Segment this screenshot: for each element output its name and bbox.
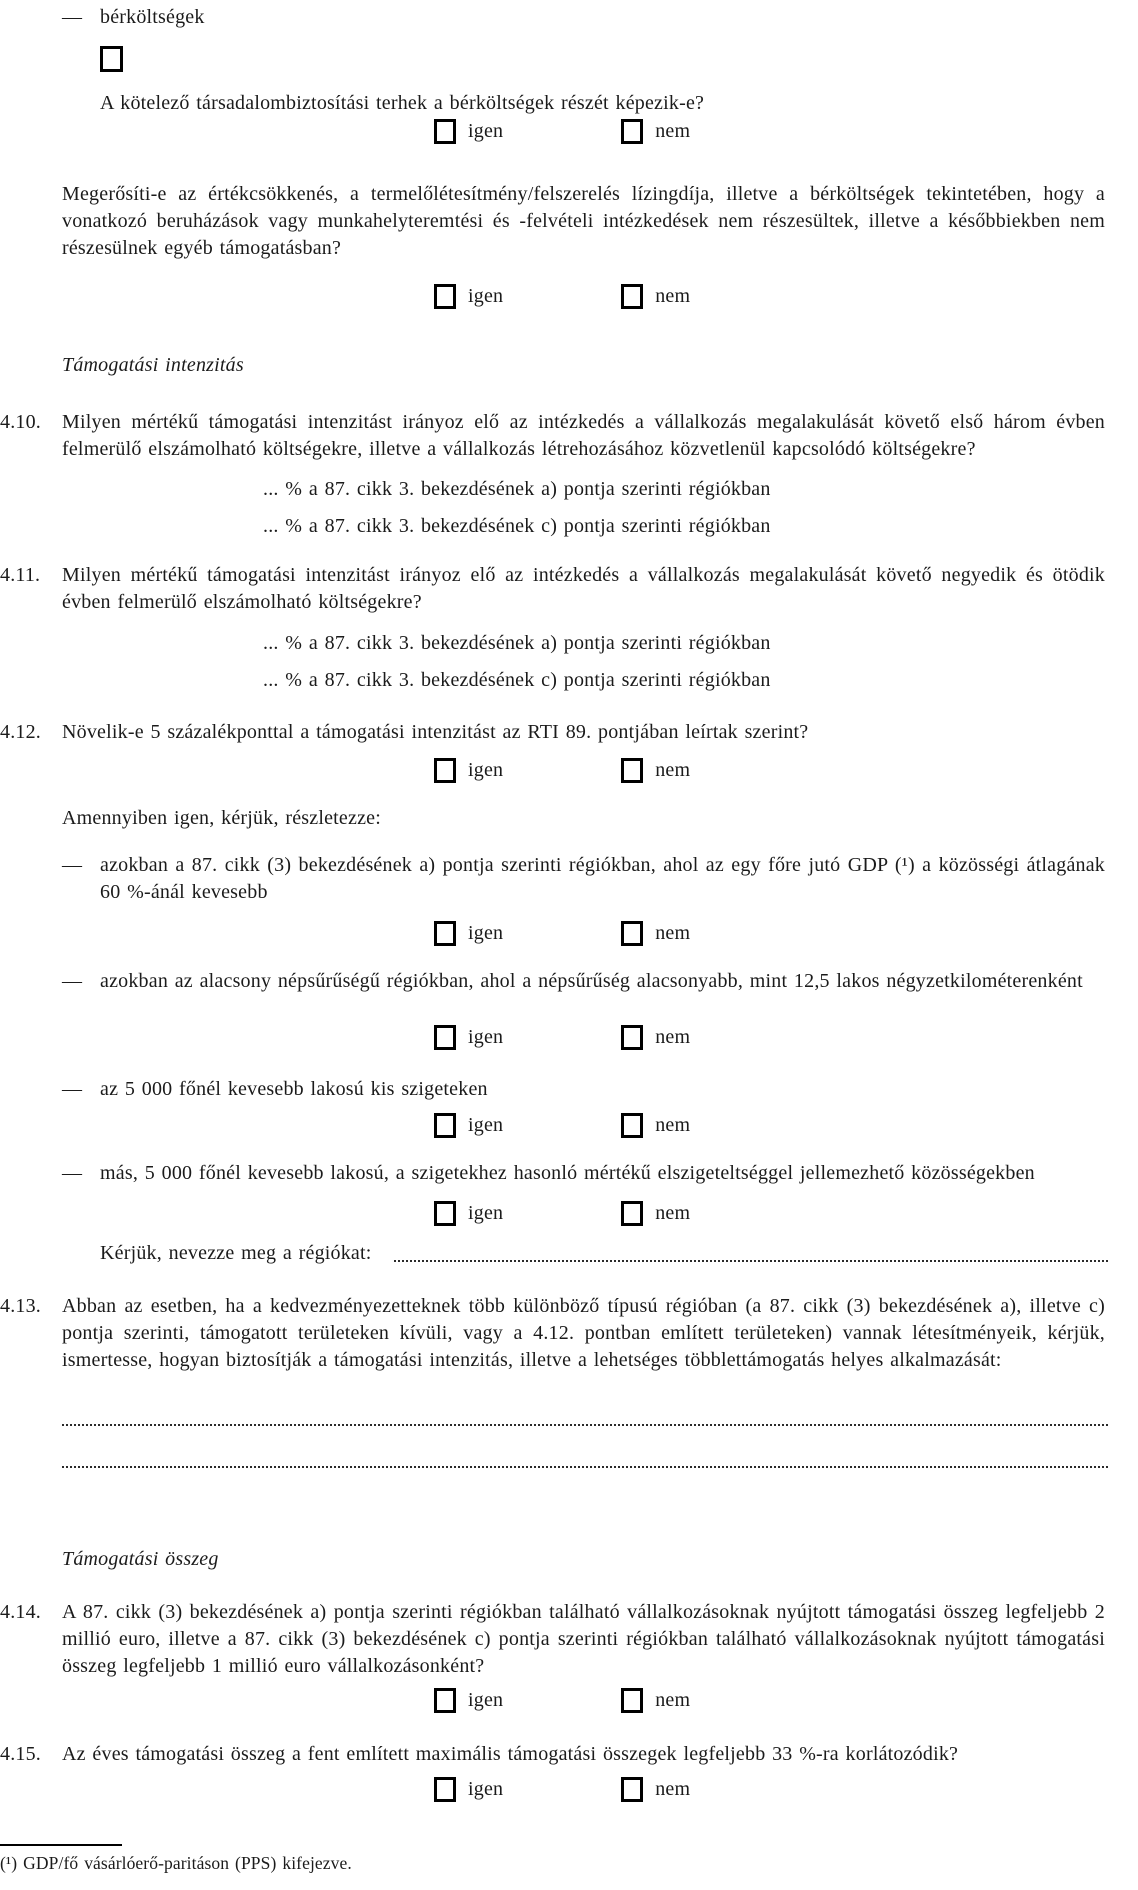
nem-label: nem — [655, 758, 691, 781]
nem-label: nem — [655, 1025, 691, 1048]
igen-checkbox[interactable] — [434, 921, 456, 946]
option-text: azokban az alacsony népsűrűségű régiókban, ahol a népsűrűség alacsonyabb, mint 12,5 lakos négyzetkilométerenként — [100, 970, 1083, 992]
igen-checkbox[interactable] — [434, 758, 456, 783]
name-regions-label: Kérjük, nevezze meg a régiókat: — [100, 1242, 372, 1264]
question-4-13 — [0, 1293, 1105, 1374]
nem-checkbox[interactable] — [621, 284, 643, 309]
option-gdp-region — [62, 852, 1105, 906]
igen-checkbox[interactable] — [434, 1777, 456, 1802]
nem-label: nem — [655, 921, 691, 944]
nem-checkbox[interactable] — [621, 1777, 643, 1802]
yes-no-row-7 — [434, 1200, 690, 1226]
question-number: 4.15. — [0, 1743, 41, 1765]
blank-intensity-region-a[interactable]: ... % a 87. cikk 3. bekezdésének a) pontja szerinti régiókban — [263, 478, 771, 500]
answer-line-2[interactable] — [62, 1466, 1108, 1468]
question-text: Az éves támogatási összeg a fent említett maximális támogatási összegek legfeljebb 33 %-ra korlátozódik? — [62, 1743, 959, 1765]
igen-label: igen — [468, 284, 504, 307]
yes-no-row-8 — [434, 1687, 690, 1713]
dash-glyph: — — [62, 854, 83, 876]
yes-no-row-3 — [434, 757, 690, 783]
section-heading-amount: Támogatási összeg — [62, 1548, 219, 1570]
igen-checkbox[interactable] — [434, 1201, 456, 1226]
dash-glyph: — — [62, 1162, 83, 1184]
question-text: A 87. cikk (3) bekezdésének a) pontja szerinti régiókban található vállalkozásoknak nyújtott támogatási összeg legfeljebb 2 millió euro, illetve a 87. cikk (3) bekezdésének c) pontja szerinti régiókban található vállalkozásoknak nyújtott támogatási összeg legfeljebb 1 millió euro vállalkozásonként? — [62, 1601, 1105, 1677]
yes-no-row-4 — [434, 920, 690, 946]
blank-intensity-region-c[interactable]: ... % a 87. cikk 3. bekezdésének c) pontja szerinti régiókban — [263, 515, 771, 537]
igen-checkbox[interactable] — [434, 1113, 456, 1138]
igen-label: igen — [468, 921, 504, 944]
question-number: 4.11. — [0, 564, 41, 586]
section-heading-intensity: Támogatási intenzitás — [62, 354, 244, 376]
dash-glyph: — — [62, 6, 83, 28]
option-text: más, 5 000 főnél kevesebb lakosú, a szigetekhez hasonló mértékű elszigeteltséggel jellemezhető közösségekben — [100, 1162, 1035, 1184]
igen-checkbox[interactable] — [434, 284, 456, 309]
yes-no-row-2 — [434, 283, 690, 309]
option-low-density-region — [62, 968, 1105, 995]
nem-label: nem — [655, 1113, 691, 1136]
question-number: 4.14. — [0, 1601, 41, 1623]
igen-label: igen — [468, 1113, 504, 1136]
nem-label: nem — [655, 284, 691, 307]
question-number: 4.13. — [0, 1295, 41, 1317]
name-regions-row — [100, 1240, 1108, 1267]
igen-label: igen — [468, 1688, 504, 1711]
nem-checkbox[interactable] — [621, 921, 643, 946]
dash-glyph: — — [62, 970, 83, 992]
igen-checkbox[interactable] — [434, 1688, 456, 1713]
nem-label: nem — [655, 1688, 691, 1711]
name-regions-answer-line[interactable] — [394, 1240, 1108, 1262]
wage-costs-checkbox[interactable] — [100, 46, 123, 72]
question-4-15 — [0, 1741, 1105, 1768]
nem-checkbox[interactable] — [621, 119, 643, 144]
answer-line-1[interactable] — [62, 1424, 1108, 1426]
nem-label: nem — [655, 119, 691, 142]
question-4-12 — [0, 719, 1105, 746]
yes-no-row-5 — [434, 1024, 690, 1050]
question-4-14 — [0, 1599, 1105, 1680]
question-text: Abban az esetben, ha a kedvezményezetteknek több különböző típusú régióban (a 87. cikk (3) bekezdésének a), illetve c) pontja szerinti, támogatott területeken kívüli, vagy a 4.12. pontban említett területeken) vannak létesítményeik, kérjük, ismertesse, hogyan biztosítják a támogatási intenzitás, illetve a lehetséges többlettámogatás helyes alkalmazását: — [62, 1295, 1105, 1371]
list-item-label: bérköltségek — [100, 6, 205, 28]
option-text: az 5 000 főnél kevesebb lakosú kis szigeteken — [100, 1078, 488, 1100]
question-4-11 — [0, 562, 1105, 616]
dash-glyph: — — [62, 1078, 83, 1100]
blank-intensity-region-c[interactable]: ... % a 87. cikk 3. bekezdésének c) pontja szerinti régiókban — [263, 669, 771, 691]
footnote-divider — [0, 1844, 122, 1846]
list-item-wage-costs — [62, 4, 1105, 31]
nem-checkbox[interactable] — [621, 1688, 643, 1713]
question-4-10 — [0, 409, 1105, 463]
nem-checkbox[interactable] — [621, 1201, 643, 1226]
nem-checkbox[interactable] — [621, 1113, 643, 1138]
question-social-security: A kötelező társadalombiztosítási terhek a bérköltségek részét képezik-e? — [100, 92, 705, 114]
igen-checkbox[interactable] — [434, 1025, 456, 1050]
nem-checkbox[interactable] — [621, 758, 643, 783]
question-text: Növelik-e 5 százalékponttal a támogatási intenzitást az RTI 89. pontjában leírtak szerint? — [62, 721, 809, 743]
igen-label: igen — [468, 1777, 504, 1800]
nem-checkbox[interactable] — [621, 1025, 643, 1050]
option-small-islands — [62, 1076, 1105, 1103]
yes-no-row-6 — [434, 1112, 690, 1138]
question-number: 4.10. — [0, 411, 41, 433]
igen-label: igen — [468, 1025, 504, 1048]
nem-label: nem — [655, 1777, 691, 1800]
question-no-other-aid: Megerősíti-e az értékcsökkenés, a termelőlétesítmény/felszerelés lízingdíja, illetve a bérköltségek tekintetében, hogy a vonatkozó beruházások vagy munkahelyteremtési és -felvételi intézkedések nem részesültek, illetve a későbbiekben nem részesülnek egyéb támogatásban? — [62, 183, 1105, 259]
igen-label: igen — [468, 119, 504, 142]
igen-checkbox[interactable] — [434, 119, 456, 144]
option-isolated-communities — [62, 1160, 1105, 1187]
igen-label: igen — [468, 758, 504, 781]
question-text: Milyen mértékű támogatási intenzitást irányoz elő az intézkedés a vállalkozás megalakulását követő első három évben felmerülő elszámolható költségekre, illetve a vállalkozás létrehozásához közvetlenül kapcsolódó költségekre? — [62, 411, 1105, 460]
igen-label: igen — [468, 1201, 504, 1224]
yes-no-row-1 — [434, 118, 690, 144]
detail-prompt: Amennyiben igen, kérjük, részletezze: — [62, 807, 381, 829]
option-text: azokban a 87. cikk (3) bekezdésének a) pontja szerinti régiókban, ahol az egy főre jutó GDP (¹) a közösségi átlagának 60 %-ánál kevesebb — [100, 854, 1105, 903]
blank-intensity-region-a[interactable]: ... % a 87. cikk 3. bekezdésének a) pontja szerinti régiókban — [263, 632, 771, 654]
yes-no-row-9 — [434, 1776, 690, 1802]
nem-label: nem — [655, 1201, 691, 1224]
question-number: 4.12. — [0, 721, 41, 743]
question-text: Milyen mértékű támogatási intenzitást irányoz elő az intézkedés a vállalkozás megalakulását követő negyedik és ötödik évben felmerülő elszámolható költségekre? — [62, 564, 1105, 613]
footnote-text: (¹) GDP/fő vásárlóerő-paritáson (PPS) kifejezve. — [0, 1853, 352, 1873]
